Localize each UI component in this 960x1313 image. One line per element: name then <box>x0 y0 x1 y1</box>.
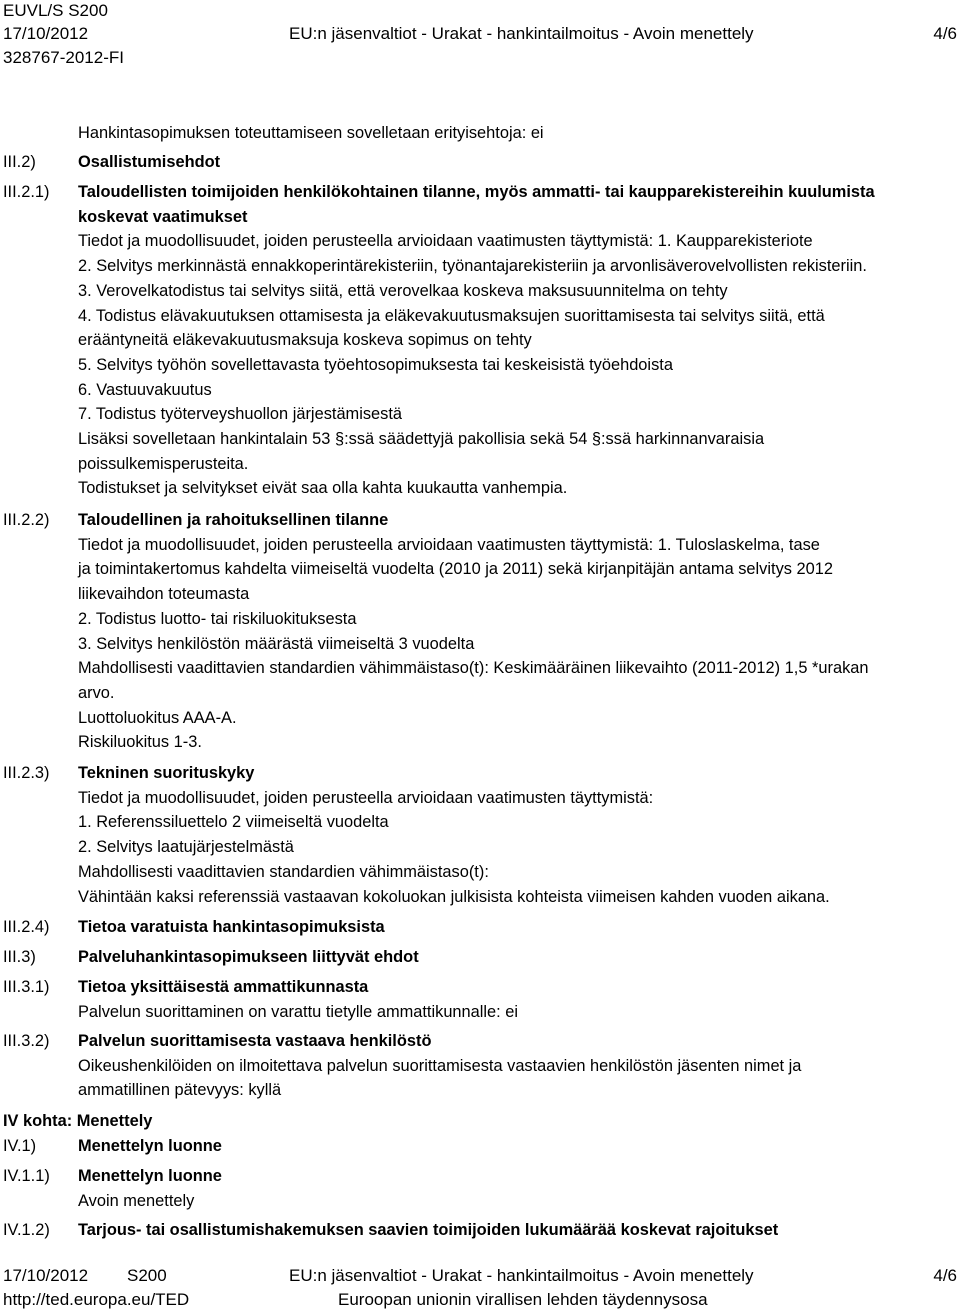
section-heading: Tietoa varatuista hankintasopimuksista <box>78 918 385 936</box>
text-line: Riskiluokitus 1-3. <box>78 733 202 752</box>
intro-text: Hankintasopimuksen toteuttamiseen sovelletaan erityisehtoja: ei <box>78 124 544 142</box>
text-line: Mahdollisesti vaadittavien standardien vähimmäistaso(t): Keskimääräinen liikevaihto (2011-2012) 1,5 *urakan <box>78 659 869 678</box>
text-line: Vähintään kaksi referenssiä vastaavan kokoluokan julkisista kohteista viimeisen kahden vuoden aikana. <box>78 887 830 906</box>
text-line: 2. Todistus luotto- tai riskiluokituksesta <box>78 609 357 628</box>
header-doc-code: EUVL/S S200 <box>3 1 108 20</box>
text-line: 6. Vastuuvakuutus <box>78 380 212 399</box>
section-heading-line-2: koskevat vaatimukset <box>78 207 248 226</box>
page-footer <box>0 1265 960 1313</box>
section-heading: Tarjous- tai osallistumishakemuksen saavien toimijoiden lukumäärää koskevat rajoitukset <box>78 1221 779 1239</box>
section-number: IV.1) <box>3 1137 37 1155</box>
section-number: III.2.3) <box>3 764 50 782</box>
section-number: IV.1.2) <box>3 1221 50 1239</box>
footer-title: EU:n jäsenvaltiot - Urakat - hankintailmoitus - Avoin menettely <box>289 1266 754 1285</box>
text-line: Oikeushenkilöiden on ilmoitettava palvelun suorittamisesta vastaavien henkilöstön jäsenten nimet ja <box>78 1056 802 1075</box>
text-line: liikevaihdon toteumasta <box>78 585 250 604</box>
section-number: III.2) <box>3 153 36 171</box>
section-number: III.2.1) <box>3 183 50 201</box>
text-line: arvo. <box>78 683 115 702</box>
part-iv-title: IV kohta: Menettely <box>3 1112 153 1130</box>
footer-page: 4/6 <box>933 1266 957 1285</box>
header-doc-id: 328767-2012-FI <box>3 48 124 67</box>
section-number: III.3.2) <box>3 1032 50 1050</box>
section-heading: Palveluhankintasopimukseen liittyvät ehdot <box>78 948 419 966</box>
section-number: III.3.1) <box>3 978 50 996</box>
section-heading: Osallistumisehdot <box>78 153 221 171</box>
header-date: 17/10/2012 <box>3 24 89 43</box>
text-line: Palvelun suorittaminen on varattu tietylle ammattikunnalle: ei <box>78 1002 519 1021</box>
text-line: 4. Todistus elävakuutuksen ottamisesta ja eläkevakuutusmaksujen suorittamisesta tai selvitys siitä, että <box>78 306 825 325</box>
section-heading: Menettelyn luonne <box>78 1167 222 1185</box>
section-heading: Palvelun suorittamisesta vastaava henkilöstö <box>78 1032 432 1050</box>
text-line: ammatillinen pätevyys: kyllä <box>78 1081 282 1100</box>
text-line: Todistukset ja selvitykset eivät saa olla kahta kuukautta vanhempia. <box>78 479 568 498</box>
section-heading: Tietoa yksittäisestä ammattikunnasta <box>78 978 369 996</box>
text-line: Avoin menettely <box>78 1191 195 1210</box>
footer-code: S200 <box>127 1266 167 1285</box>
text-line: erääntyneitä eläkevakuutusmaksuja koskeva sopimus on tehty <box>78 331 532 350</box>
section-number: III.3) <box>3 948 36 966</box>
header-title: EU:n jäsenvaltiot - Urakat - hankintailmoitus - Avoin menettely <box>289 24 754 43</box>
footer-date: 17/10/2012 <box>3 1266 89 1285</box>
text-line: ja toimintakertomus kahdelta viimeiseltä vuodelta (2010 ja 2011) sekä kirjanpitäjän antama selvitys 2012 <box>78 560 833 579</box>
text-line: 2. Selvitys laatujärjestelmästä <box>78 838 294 857</box>
section-number: III.2.4) <box>3 918 50 936</box>
section-heading: Menettelyn luonne <box>78 1137 222 1155</box>
text-line: Luottoluokitus AAA-A. <box>78 708 237 727</box>
section-number: III.2.2) <box>3 511 50 529</box>
text-line: Tiedot ja muodollisuudet, joiden perusteella arvioidaan vaatimusten täyttymistä: 1. Kaupparekisteriote <box>78 232 813 251</box>
text-line: 3. Verovelkatodistus tai selvitys siitä, että verovelkaa koskeva maksusuunnitelma on tehty <box>78 281 728 300</box>
text-line: Tiedot ja muodollisuudet, joiden perusteella arvioidaan vaatimusten täyttymistä: 1. Tuloslaskelma, tase <box>78 535 820 554</box>
header-page: 4/6 <box>933 24 957 43</box>
text-line: 1. Referenssiluettelo 2 viimeiseltä vuodelta <box>78 813 389 832</box>
page-header <box>0 0 960 70</box>
text-line: Mahdollisesti vaadittavien standardien vähimmäistaso(t): <box>78 862 489 881</box>
section-heading-line-1: Taloudellisten toimijoiden henkilökohtainen tilanne, myös ammatti- tai kaupparekistereihin kuulumista <box>78 183 875 201</box>
text-line: 2. Selvitys merkinnästä ennakkoperintärekisteriin, työnantajarekisteriin ja arvonlisäverovelvollisten rekisteriin. <box>78 257 867 276</box>
footer-publisher: Euroopan unionin virallisen lehden täydennysosa <box>338 1290 708 1309</box>
section-heading: Tekninen suorituskyky <box>78 764 255 782</box>
text-line: 5. Selvitys työhön sovellettavasta työehtosopimuksesta tai keskeisistä työehdoista <box>78 355 673 374</box>
text-line: Tiedot ja muodollisuudet, joiden perusteella arvioidaan vaatimusten täyttymistä: <box>78 788 654 807</box>
section-number: IV.1.1) <box>3 1167 50 1185</box>
text-line: Lisäksi sovelletaan hankintalain 53 §:ssä säädettyjä pakollisia sekä 54 §:ssä harkinnanvaraisia <box>78 430 765 449</box>
text-line: poissulkemisperusteita. <box>78 454 249 473</box>
section-heading: Taloudellinen ja rahoituksellinen tilanne <box>78 511 389 529</box>
text-line: 3. Selvitys henkilöstön määrästä viimeiseltä 3 vuodelta <box>78 634 475 653</box>
text-line: 7. Todistus työterveyshuollon järjestämisestä <box>78 405 403 424</box>
footer-url[interactable]: http://ted.europa.eu/TED <box>3 1290 190 1309</box>
